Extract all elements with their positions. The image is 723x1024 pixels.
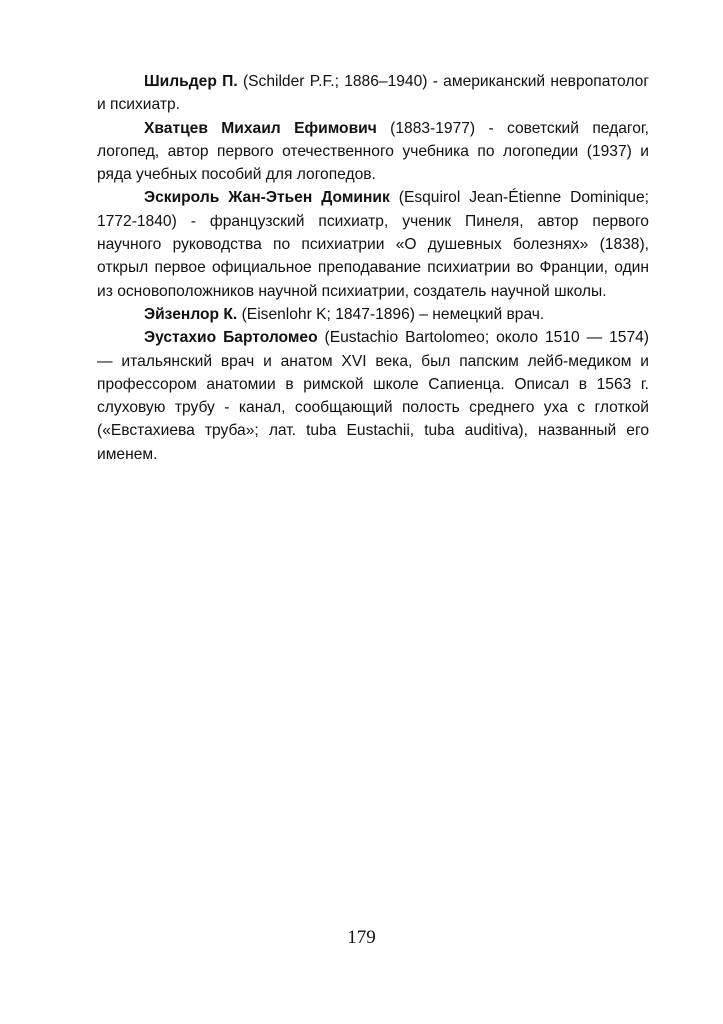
entry-description: (Eustachio Bartolomeo; около 1510 — 1574) — итальянский врач и анатом XVI века, был папским лейб-медиком и профессором анатомии в римской школе Сапиенца. Описал в 1563 г. слуховую трубу - канал, сообщающий полость среднего уха с глоткой («Евстахиева труба»; лат. tuba Eustachii, tuba auditiva), названный его именем. — [97, 329, 650, 463]
entry-khvattsev — [97, 117, 649, 187]
entry-description: (Schilder P.F.; 1886–1940) - американский невропатолог и психиатр. — [97, 73, 650, 114]
glossary-text — [97, 70, 649, 466]
entry-eustachio — [97, 326, 649, 466]
entry-term: Эскироль Жан-Этьен Доминик — [144, 189, 390, 207]
entry-eisenlohr — [97, 303, 649, 326]
entry-term: Эустахио Бартоломео — [144, 329, 318, 347]
entry-esquirol — [97, 186, 649, 302]
entry-term: Хватцев Михаил Ефимович — [144, 119, 377, 137]
entry-schilder — [97, 70, 649, 117]
page-number: 179 — [347, 927, 376, 948]
entry-term: Эйзенлор К. — [144, 305, 238, 323]
entry-description: (Eisenlohr K; 1847-1896) – немецкий врач. — [237, 305, 545, 323]
entry-term: Шильдер П. — [144, 73, 238, 90]
entry-description: (Esquirol Jean-Étienne Dominique; 1772-1840) - французский психиатр, ученик Пинеля, автор первого научного руководства по психиатрии «О душевных болезнях» (1838), открыл первое официальное преподавание психиатрии во Франции, один из основоположников научной психиатрии, создатель научной школы. — [97, 189, 649, 300]
entry-description: (1883-1977) - советский педагог, логопед, автор первого отечественного учебника по логопедии (1937) и ряда учебных пособий для логопедов. — [97, 119, 649, 184]
